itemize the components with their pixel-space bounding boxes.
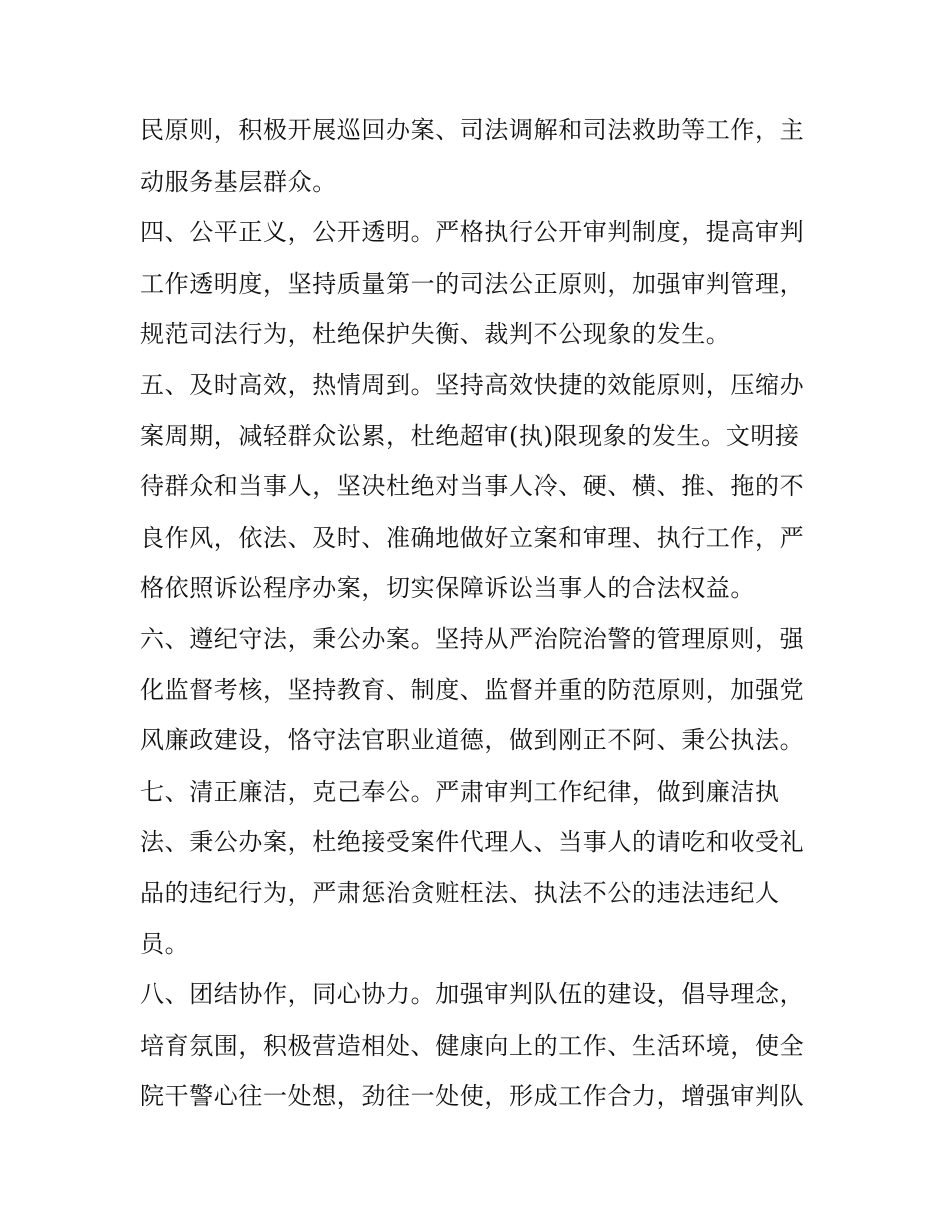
text-line: 品的违纪行为，严肃惩治贪赃枉法、执法不公的违法违纪人 (140, 879, 780, 907)
text-line: 四、公平正义，公开透明。严格执行公开审判制度，提高审判 (140, 218, 805, 246)
text-line: 格依照诉讼程序办案，切实保障诉讼当事人的合法权益。 (140, 574, 755, 602)
text-line: 待群众和当事人，坚决杜绝对当事人冷、硬、横、推、拖的不 (140, 472, 805, 500)
text-line: 七、清正廉洁，克己奉公。严肃审判工作纪律，做到廉洁执 (140, 778, 780, 806)
text-line: 民原则，积极开展巡回办案、司法调解和司法救助等工作，主 (140, 116, 805, 144)
text-line: 六、遵纪守法，秉公办案。坚持从严治院治警的管理原则，强 (140, 625, 805, 653)
text-line: 风廉政建设，恪守法官职业道德，做到刚正不阿、秉公执法。 (140, 726, 805, 754)
text-line: 案周期，减轻群众讼累，杜绝超审(执)限现象的发生。文明接 (140, 422, 800, 450)
text-line: 化监督考核，坚持教育、制度、监督并重的防范原则，加强党 (140, 676, 805, 704)
text-line: 动服务基层群众。 (140, 168, 337, 196)
text-line: 规范司法行为，杜绝保护失衡、裁判不公现象的发生。 (140, 320, 731, 348)
text-line: 培育氛围，积极营造相处、健康向上的工作、生活环境，使全 (140, 1032, 805, 1060)
text-line: 八、团结协作，同心协力。加强审判队伍的建设，倡导理念， (140, 980, 805, 1008)
text-line: 法、秉公办案，杜绝接受案件代理人、当事人的请吃和收受礼 (140, 828, 805, 856)
text-line: 五、及时高效，热情周到。坚持高效快捷的效能原则，压缩办 (140, 371, 805, 399)
text-line: 良作风，依法、及时、准确地做好立案和审理、执行工作，严 (140, 524, 805, 552)
text-line: 工作透明度，坚持质量第一的司法公正原则，加强审判管理， (140, 270, 805, 298)
text-line: 院干警心往一处想，劲往一处使，形成工作合力，增强审判队 (140, 1082, 805, 1110)
text-line: 员。 (140, 930, 190, 958)
